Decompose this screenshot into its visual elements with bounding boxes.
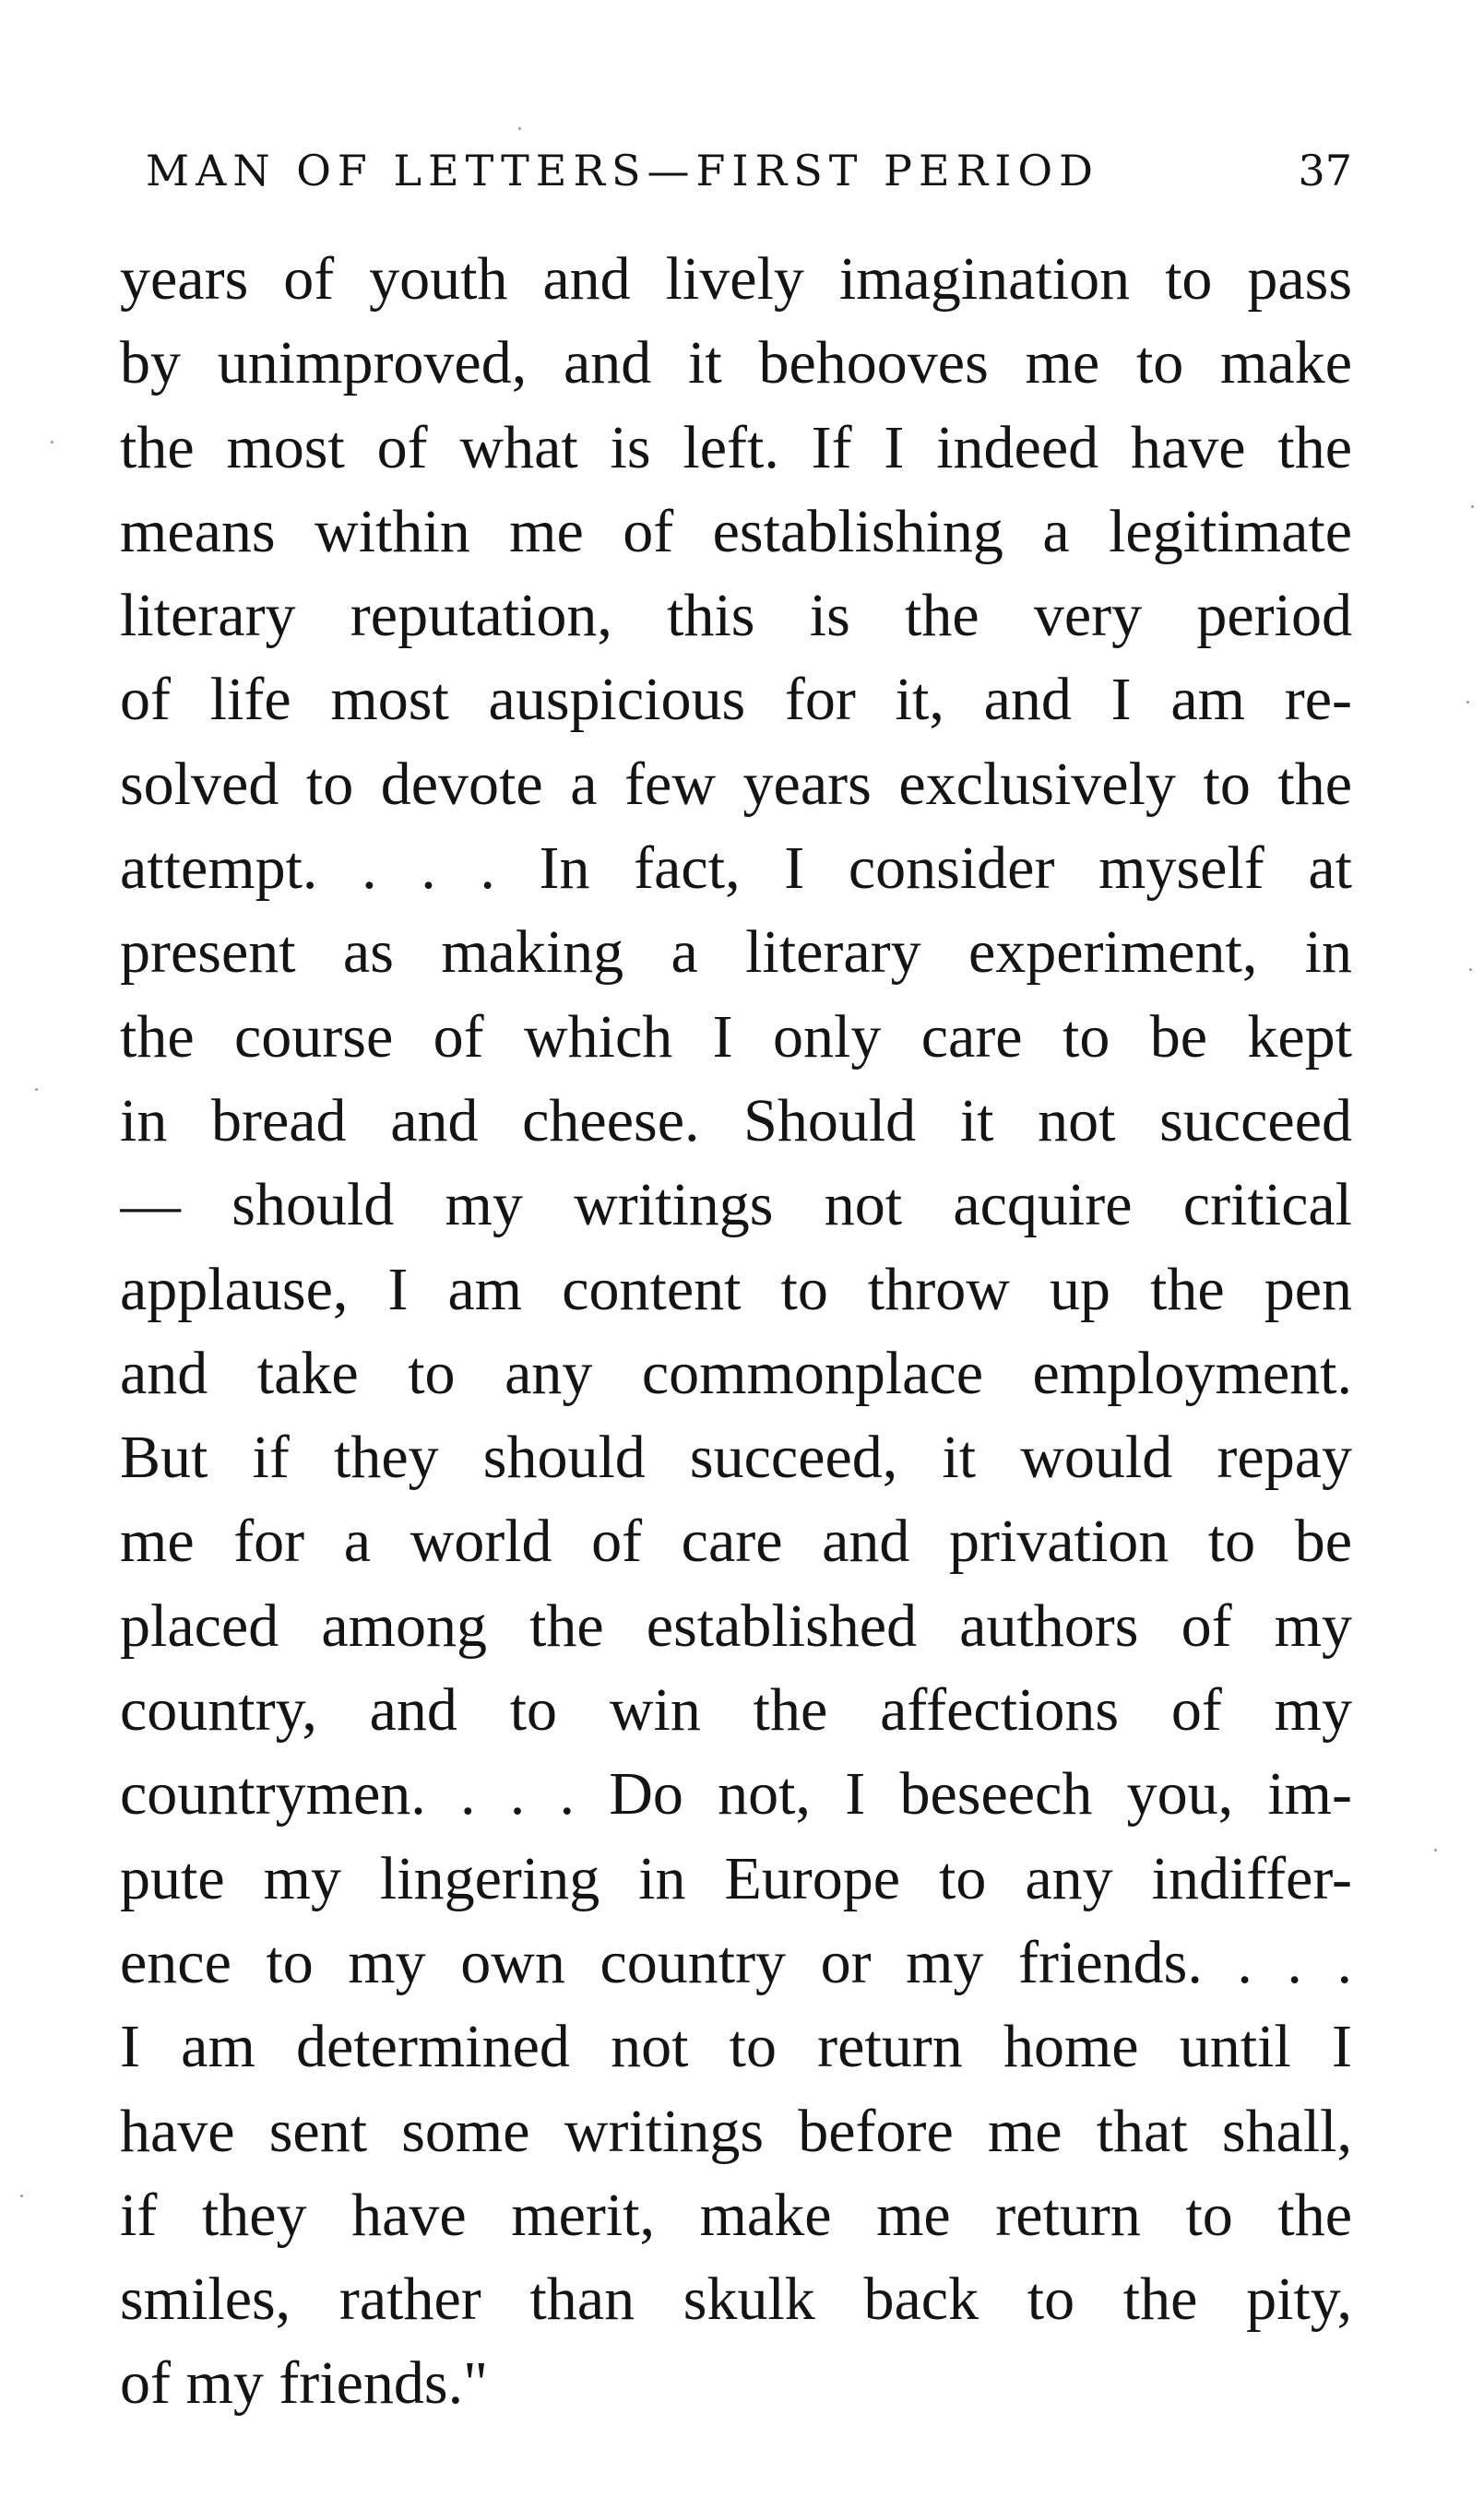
text-line: means within me of establishing a legitimate [120,497,1352,565]
text-line: placed among the established authors of my [120,1591,1352,1660]
speck [1434,1849,1437,1852]
running-head [120,138,1352,203]
text-line: applause, I am content to throw up the pen [120,1255,1352,1323]
text-line: and take to any commonplace employment. [120,1339,1352,1407]
text-line: ence to my own country or my friends. . . . [120,1928,1352,1996]
text-line: country, and to win the affections of my [120,1676,1352,1745]
text-line: in bread and cheese. Should it not succeed [120,1086,1352,1154]
speck [51,441,53,444]
speck [1466,701,1469,704]
text-line: present as making a literary experiment, in [120,918,1352,987]
running-title: MAN OF LETTERS—FIRST PERIOD [146,146,1099,195]
text-line: solved to devote a few years exclusively to the [120,750,1352,818]
text-line: the most of what is left. If I indeed have the [120,413,1352,481]
text-line: pute my lingering in Europe to any indiffer- [120,1844,1352,1912]
text-line: years of youth and lively imagination to pass [120,245,1352,313]
text-line: have sent some writings before me that shall, [120,2097,1352,2165]
text-line: I am determined not to return home until I [120,2013,1352,2081]
speck [20,2195,23,2197]
text-line: if they have merit, make me return to the [120,2181,1352,2249]
text-line: But if they should succeed, it would repay [120,1424,1352,1492]
text-line: of life most auspicious for it, and I am re- [120,666,1352,734]
page-number: 37 [1298,146,1352,195]
text-line: of my friends." [120,2349,489,2418]
text-line: me for a world of care and privation to be [120,1508,1352,1576]
text-line: literary reputation, this is the very period [120,582,1352,650]
speck [1471,505,1474,508]
text-line: — should my writings not acquire critical [120,1171,1352,1239]
body-text [120,237,1352,2426]
text-line: smiles, rather than skulk back to the pity, [120,2266,1352,2334]
speck [518,127,521,130]
text-line: the course of which I only care to be kept [120,1002,1352,1071]
speck [1469,968,1472,971]
speck [35,1088,38,1091]
text-line: attempt. . . . In fact, I consider myself at [120,834,1352,903]
text-line: countrymen. . . . Do not, I beseech you, im- [120,1760,1352,1828]
text-line: by unimproved, and it behooves me to make [120,329,1352,397]
